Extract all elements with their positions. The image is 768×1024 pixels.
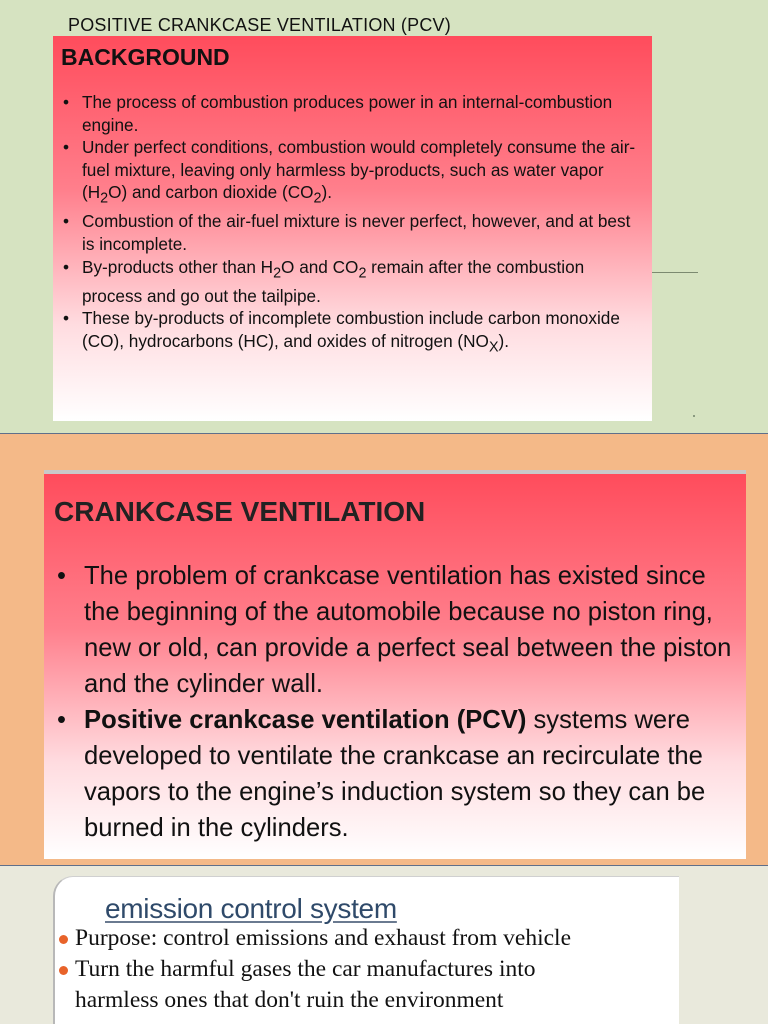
slide-title-emission: emission control system: [105, 893, 397, 924]
bullet-item: [61, 91, 638, 136]
bullet-text: Turn the harmful gases the car manufactures into: [75, 956, 536, 982]
subscript: 2: [100, 190, 109, 207]
bullet-bold-text: Positive crankcase ventilation (PCV): [84, 706, 527, 734]
bullet-item: [57, 954, 681, 985]
slide-crankcase-ventilation: [44, 474, 746, 859]
subscript: X: [488, 339, 499, 356]
bullet-text: remain after the combustion process and go out the tailpipe.: [82, 256, 585, 306]
bullet-text: harmless ones that don't ruin the environment: [75, 987, 504, 1013]
bullet-dot-icon: [59, 935, 68, 944]
bullet-text: The process of combustion produces power in an internal-combustion engine.: [82, 92, 613, 135]
slide-panel-background: [0, 0, 768, 434]
subscript: 2: [273, 265, 282, 282]
crankcase-bullet-list: [54, 558, 736, 846]
bullet-text: O and CO: [281, 256, 359, 277]
bullet-item: [61, 307, 638, 359]
slide-background: [53, 36, 652, 421]
emission-bullet-list: [57, 923, 681, 1016]
bullet-text: These by-products of incomplete combustion include carbon monoxide (CO), hydrocarbons (HC), and oxides of nitrogen (NO: [82, 308, 620, 351]
bullet-text: Purpose: control emissions and exhaust from vehicle: [75, 925, 572, 951]
bullet-text: Combustion of the air-fuel mixture is never perfect, however, and at best is incomplete.: [82, 211, 631, 254]
divider: [652, 272, 698, 273]
bullet-continuation: [57, 985, 681, 1016]
subscript: 2: [313, 190, 322, 207]
background-bullet-list: [61, 91, 638, 359]
slide-emission-control: [53, 876, 679, 1024]
bullet-item: [61, 136, 638, 210]
bullet-dot-icon: [59, 966, 68, 975]
bullet-text: By-products other than H: [82, 256, 274, 277]
bullet-item: [61, 256, 638, 308]
bullet-item: [54, 558, 736, 702]
bullet-item: [61, 210, 638, 255]
bullet-text: O) and carbon dioxide (CO: [108, 182, 314, 203]
subscript: 2: [358, 265, 367, 282]
bullet-item: [54, 702, 736, 846]
page-title: POSITIVE CRANKCASE VENTILATION (PCV): [68, 15, 451, 35]
slide-title-background: BACKGROUND: [61, 44, 230, 70]
slide-title-crankcase: CRANKCASE VENTILATION: [54, 496, 426, 527]
bullet-item: [57, 923, 681, 954]
bullet-text: ).: [321, 182, 332, 203]
bullet-text: ).: [498, 330, 509, 351]
bullet-text: The problem of crankcase ventilation has existed since the beginning of the automobile because no piston ring, new or old, can provide a perfect seal between the piston and the cylinder wall.: [84, 562, 732, 698]
bullet-text: Under perfect conditions, combustion would completely consume the air-fuel mixture, leaving only harmless by-products, such as water vapor (H: [82, 137, 636, 203]
slide-number-mark: [693, 415, 695, 417]
bullet-text: systems were developed to ventilate the crankcase an recirculate the vapors to the engine’s induction system so they can be burned in the cylinders.: [84, 706, 706, 842]
